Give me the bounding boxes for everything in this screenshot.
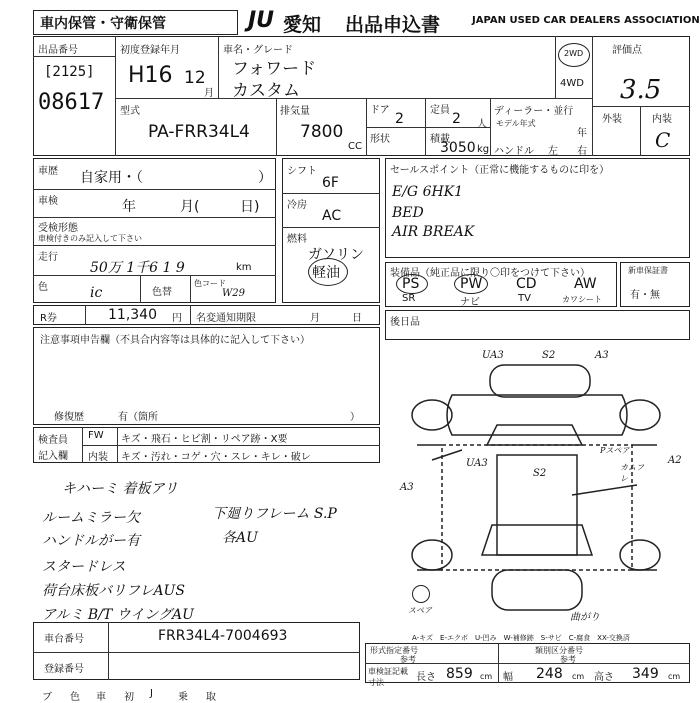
new-warranty-label: 新車保証書: [628, 266, 668, 275]
name-label: 車名・グレード: [223, 45, 293, 56]
reg-month: 12: [184, 68, 206, 88]
model-value: PA-FRR34L4: [148, 122, 250, 142]
hgt-unit: cm: [668, 672, 681, 681]
equipment-label: 装備品（純正品に限り〇印をつけて下さい）: [390, 268, 590, 279]
notice-month: 月: [310, 313, 320, 324]
hand-note-1: キハーミ 着板アリ: [62, 481, 178, 497]
equip-sr: SR: [402, 293, 416, 304]
mileage-label: 走行: [38, 252, 58, 263]
diag-label-a3-top: A3: [595, 350, 609, 361]
diag-label-spare: スペア: [408, 606, 432, 615]
int-label: 内装: [652, 114, 672, 125]
reg-month-unit: 月: [204, 88, 214, 99]
ac-label: 冷房: [287, 200, 307, 211]
notice-label: 名変通知期限: [196, 313, 256, 324]
damage-diagram: [382, 345, 687, 625]
cert-note: 車検付きのみ記入して下さい: [38, 234, 142, 243]
notice-day: 日: [352, 313, 362, 324]
hand-note-3: ハンドルがー有: [42, 533, 140, 549]
lot-sub: [2125]: [44, 64, 95, 80]
shift-label: シフト: [287, 166, 317, 177]
drive-4wd: 4WD: [560, 78, 584, 89]
selling-point-1: E/G 6HK1: [392, 184, 464, 200]
footer-cell-7: 取: [206, 692, 216, 703]
diag-label-s2-top: S2: [542, 350, 556, 361]
inspection-day: 日): [240, 199, 260, 215]
inspection-month: 月(: [180, 199, 200, 215]
footer-cell-6: 乗: [178, 692, 188, 703]
pref-label: 愛知: [283, 14, 322, 36]
hand-note-2: ルームミラー欠: [42, 510, 140, 526]
score-label: 評価点: [612, 45, 642, 56]
door-label: ドア: [370, 105, 390, 116]
wid-label: 幅: [503, 672, 513, 683]
cc-unit: CC: [348, 141, 362, 152]
drive-2wd: 2WD: [564, 49, 584, 58]
mileage-unit: km: [236, 262, 252, 273]
spec-ref: 参考: [400, 655, 416, 664]
len-unit: cm: [480, 672, 493, 681]
hand-note-5: 荷台床板バリフレAUS: [42, 583, 185, 599]
wid-unit: cm: [572, 672, 585, 681]
shape-label: 形状: [370, 134, 390, 145]
repair-value: 有（箇所: [118, 412, 158, 423]
color-code-label: 色コード: [194, 279, 226, 288]
score-value: 3.5: [620, 75, 662, 105]
ju-logo: JU: [248, 8, 275, 33]
load-label: 積載: [430, 134, 450, 145]
inspector-label-2: 記入欄: [38, 451, 68, 462]
history-value: 自家用・（: [80, 170, 143, 186]
equip-navi: ナビ: [460, 297, 480, 308]
hgt-value: 349: [632, 666, 659, 682]
car-name: フォワード: [232, 59, 317, 79]
model-label: 型式: [120, 106, 140, 117]
cat-label: 類別区分番号: [535, 646, 583, 655]
lot-number: 08617: [38, 90, 105, 115]
color-code: W29: [222, 288, 246, 299]
hand-note-6: アルミ B/T ウイングAU: [42, 607, 194, 623]
equip-cd: CD: [516, 276, 537, 292]
equip-aw: AW: [574, 276, 597, 292]
car-grade: カスタム: [232, 81, 300, 101]
diag-label-s2-mid: S2: [533, 468, 547, 479]
selling-point-2: BED: [392, 205, 424, 221]
repair-close: ）: [350, 412, 360, 423]
equip-ps: PS: [402, 276, 420, 292]
inspection-year: 年: [122, 199, 136, 215]
shift-value: 6F: [322, 175, 339, 191]
hand-note-right-1: 下廻りフレーム S.P: [212, 506, 337, 522]
seat-unit: 人: [477, 119, 487, 130]
handle-right: 右: [577, 146, 587, 157]
int-items: キズ・汚れ・コゲ・穴・スレ・キレ・破レ: [121, 452, 311, 463]
footer-cell-4: 初: [124, 692, 134, 703]
mileage-value: 50万 1千6 1 9: [90, 260, 185, 276]
len-value: 859: [446, 666, 473, 682]
equip-seat: カワシート: [562, 295, 602, 304]
ext-label: 外装: [602, 114, 622, 125]
chassis-label: 車台番号: [44, 634, 84, 645]
ext-score: C: [655, 128, 671, 152]
seat-label: 定員: [430, 105, 450, 116]
r-ticket-unit: 円: [172, 313, 182, 324]
form-title: 出品申込書: [345, 14, 441, 36]
hand-note-4: スタードレス: [42, 559, 126, 575]
fuel-value: ガソリン: [308, 247, 364, 263]
inspector-label-1: 検査員: [38, 435, 68, 446]
cat-ref: 参考: [560, 655, 576, 664]
color-change: 色替: [152, 287, 172, 298]
color-label: 色: [38, 282, 48, 293]
color-value: ic: [90, 285, 103, 301]
reg-era: H16: [128, 63, 173, 88]
footer-cell-5: J: [150, 688, 153, 699]
hand-note-right-2: 各AU: [222, 530, 258, 546]
later-label: 後日品: [390, 317, 420, 328]
diagram-legend: A-キズ E-エクボ U-凹み W-補修跡 S-サビ C-腐食 XX-交換済: [412, 634, 630, 642]
later-block: [385, 310, 690, 340]
spec-label: 形式指定番号: [370, 646, 418, 655]
new-warranty-value: 有・無: [630, 290, 660, 301]
diag-label-ua3-top: UA3: [482, 350, 504, 361]
cc-label: 排気量: [280, 106, 310, 117]
wid-value: 248: [536, 666, 563, 682]
cert-label: 受検形態: [38, 223, 78, 234]
history-label: 車歴: [38, 166, 58, 177]
storage-label: 車内保管・守衛保管: [40, 16, 166, 32]
equip-pw-circle: [454, 274, 488, 294]
diag-label-bent: 曲がり: [570, 612, 600, 623]
selling-point-3: AIR BREAK: [392, 224, 475, 240]
hgt-label: 高さ: [594, 672, 614, 683]
handle-label: ハンドル: [494, 146, 534, 157]
inspection-label: 車検: [38, 196, 58, 207]
r-ticket-label: R券: [40, 313, 57, 324]
size-label: 車検証記載寸法: [368, 667, 408, 687]
door-value: 2: [395, 111, 404, 127]
reg-label: 初度登録年月: [120, 45, 180, 56]
handle-left: 左: [548, 146, 558, 157]
equip-ps-circle: [396, 274, 428, 294]
cc-value: 7800: [300, 122, 344, 142]
fuel-alt: 軽油: [312, 265, 340, 281]
load-value: 3050: [440, 140, 476, 156]
dealer-label: ディーラー・並行: [494, 106, 574, 117]
notes-label: 注意事項申告欄（不具合内容等は具体的に記入して下さい）: [40, 335, 310, 346]
diag-label-a2: A2: [668, 455, 682, 466]
selling-points-label: セールスポイント（正常に機能するものに印を）: [390, 165, 610, 176]
footer-cell-1: ブ: [42, 692, 52, 703]
equip-pw: PW: [460, 276, 483, 292]
lot-label: 出品番号: [38, 45, 78, 56]
history-close: ）: [258, 170, 272, 186]
diag-label-frame: カムフレ: [620, 463, 644, 483]
load-unit: kg: [477, 144, 490, 155]
org-name: JAPAN USED CAR DEALERS ASSOCIATION: [472, 15, 700, 26]
spare-circle: [412, 585, 430, 603]
chassis-value: FRR34L4-7004693: [158, 628, 288, 644]
fw-items: キズ・飛石・ヒビ割・リペア跡・X要: [121, 434, 288, 445]
diag-label-pspare: Pスペア: [600, 446, 630, 455]
plate-label: 登録番号: [44, 664, 84, 675]
model-year-label: モデル年式: [496, 119, 536, 128]
fw-label: FW: [88, 430, 104, 441]
r-ticket-value: 11,340: [108, 307, 157, 323]
equip-tv: TV: [518, 293, 531, 304]
seat-value: 2: [452, 111, 461, 127]
repair-label: 修復歴: [54, 412, 84, 423]
diag-label-ua3-mid: UA3: [466, 458, 488, 469]
year-unit: 年: [577, 128, 587, 139]
int-label: 内装: [88, 452, 108, 463]
diag-label-a3-left: A3: [400, 482, 414, 493]
footer-cell-2: 色: [70, 692, 80, 703]
fuel-label: 燃料: [287, 234, 307, 245]
footer-cell-3: 車: [96, 692, 106, 703]
ac-value: AC: [322, 208, 342, 224]
len-label: 長さ: [416, 672, 436, 683]
